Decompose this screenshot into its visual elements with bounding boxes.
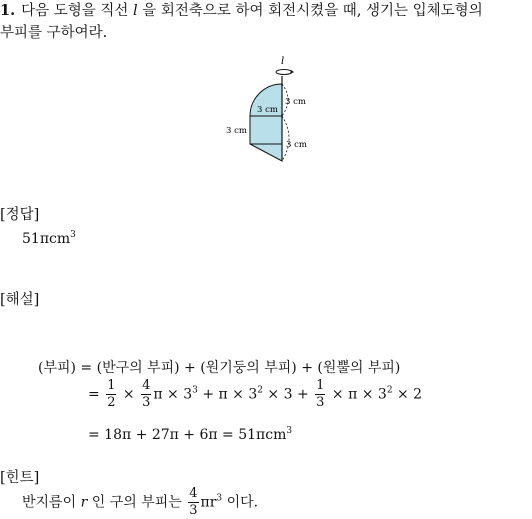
dim-label-radius: 3 cm xyxy=(257,105,278,115)
question-text-2: 을 회전축으로 하여 회전시켰을 때, 생기는 입체도형의 xyxy=(142,3,483,19)
fraction-one-third: $\frac{1}{3}$ xyxy=(316,378,325,410)
dim-label-bottom: 3 cm xyxy=(286,140,307,150)
solution-header: [해설] xyxy=(0,292,40,308)
question xyxy=(0,0,532,44)
fraction-four-thirds: $\frac{4}{3}$ xyxy=(142,378,151,410)
fraction-one-half: $\frac{1}{2}$ xyxy=(107,378,116,410)
solution-line-3: = 18π + 27π + 6π = 51πcm$^3$ xyxy=(88,426,293,443)
solution-line-1: (부피) = (반구의 부피) + (원기둥의 부피) + (원뿔의 부피) xyxy=(38,360,401,376)
dim-label-left: 3 cm xyxy=(226,126,247,136)
hint-header: [힌트] xyxy=(0,470,40,486)
axis-label: l xyxy=(281,56,285,67)
rotation-arrow-icon xyxy=(276,70,292,75)
question-number: 1. xyxy=(0,2,16,19)
hint-text: 반지름이 r 인 구의 부피는 $\frac{4}{3}$ $\pi r^3$ 이다. xyxy=(22,486,259,518)
answer-value xyxy=(22,230,76,247)
fraction-four-thirds-hint: $\frac{4}{3}$ xyxy=(189,486,198,518)
question-text-1: 다음 도형을 직선 xyxy=(21,3,129,19)
answer-header: [정답] xyxy=(0,207,40,223)
answer-exp: 3 xyxy=(70,230,76,240)
solid-figure xyxy=(222,54,312,172)
dim-label-top: 3 cm xyxy=(285,97,306,107)
rectangle xyxy=(250,116,282,144)
answer-text: 51πcm xyxy=(22,231,71,247)
question-text-3: 부피를 구하여라. xyxy=(0,25,108,41)
solution-line-2: = $\frac{1}{2}$ × $\frac{4}{3}$ $\pi \times 3^3 + \pi \times 3^2 \times 3$ + $\frac{1}{3}$ × $\pi \times 3^2 \times 2$ xyxy=(88,378,423,410)
axis-variable: l xyxy=(133,3,138,19)
radius-variable: r xyxy=(80,494,88,511)
triangle xyxy=(250,144,282,161)
